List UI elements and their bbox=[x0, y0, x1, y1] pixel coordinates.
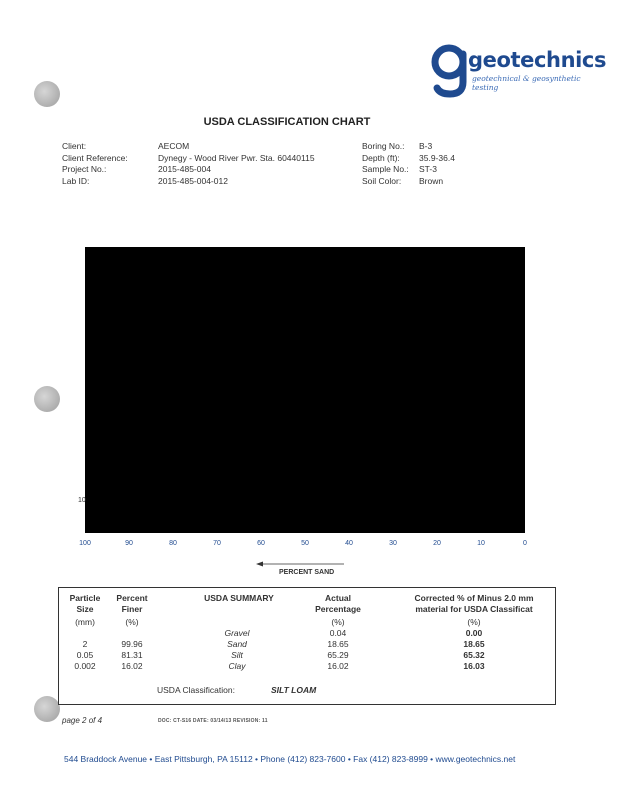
info-label: Sample No.: bbox=[362, 164, 409, 174]
row-gravel-corrected: 0.00 bbox=[465, 628, 483, 638]
row-clay-actual: 16.02 bbox=[327, 661, 349, 671]
logo-tagline: geotechnical & geosynthetic testing bbox=[472, 74, 581, 92]
info-label: Depth (ft): bbox=[362, 152, 400, 163]
page-number: page 2 of 4 bbox=[62, 716, 103, 725]
info-label: Client: bbox=[62, 141, 87, 151]
col-header-corrected: Corrected % of Minus 2.0 mm bbox=[414, 593, 534, 603]
unit-actual: (%) bbox=[331, 617, 345, 627]
x-tick-label: 30 bbox=[389, 540, 397, 547]
x-tick-label: 10 bbox=[477, 540, 485, 547]
row-sand-size: 2 bbox=[82, 639, 88, 649]
chart-axis-label-stub: 10 bbox=[78, 497, 86, 504]
info-label: Project No.: bbox=[62, 164, 107, 174]
row-clay-finer: 16.02 bbox=[121, 661, 143, 671]
row-silt-corrected: 65.32 bbox=[463, 650, 485, 660]
usda-summary-table bbox=[58, 587, 556, 705]
row-sand-corrected: 18.65 bbox=[463, 639, 485, 649]
row-silt-size: 0.05 bbox=[76, 650, 94, 660]
x-axis-label: PERCENT SAND bbox=[279, 569, 335, 576]
info-label: Lab ID: bbox=[62, 175, 90, 186]
project-number-value: 2015-485-004 bbox=[158, 164, 211, 174]
col-header-particle: Particle bbox=[69, 593, 101, 603]
binder-hole-top bbox=[34, 81, 60, 107]
soil-color-value: Brown bbox=[419, 175, 444, 186]
usda-triangle-chart-area bbox=[85, 247, 525, 533]
logo-wordmark: geotechnics bbox=[468, 48, 607, 72]
row-clay-name: Clay bbox=[228, 661, 246, 671]
logo-g-icon bbox=[430, 42, 470, 98]
binder-hole-bottom bbox=[34, 696, 60, 722]
x-tick-label: 0 bbox=[523, 540, 527, 547]
x-tick-label: 80 bbox=[169, 540, 177, 547]
left-arrow-icon bbox=[256, 560, 346, 568]
boring-number-value: B-3 bbox=[419, 141, 433, 151]
info-values-right bbox=[419, 141, 455, 187]
col-header-actual: Actual bbox=[325, 593, 351, 603]
row-silt-finer: 81.31 bbox=[121, 650, 143, 660]
col-header-usda-summary: USDA SUMMARY bbox=[204, 593, 274, 603]
row-sand-name: Sand bbox=[227, 639, 247, 649]
unit-corrected: (%) bbox=[467, 617, 481, 627]
row-gravel-actual: 0.04 bbox=[329, 628, 347, 638]
classification-value: SILT LOAM bbox=[271, 685, 317, 695]
info-values-left bbox=[158, 141, 315, 187]
info-labels-left bbox=[62, 141, 128, 187]
col-header-percent: Percent bbox=[116, 593, 148, 603]
x-tick-label: 60 bbox=[257, 540, 265, 547]
row-sand-actual: 18.65 bbox=[327, 639, 349, 649]
col-header-actual-percentage: Percentage bbox=[315, 604, 361, 614]
sample-number-value: ST-3 bbox=[419, 164, 437, 174]
depth-value: 35.9-36.4 bbox=[419, 152, 455, 163]
x-tick-label: 70 bbox=[213, 540, 221, 547]
info-labels-right bbox=[362, 141, 409, 187]
row-clay-corrected: 16.03 bbox=[463, 661, 485, 671]
x-tick-label: 90 bbox=[125, 540, 133, 547]
col-header-particle-size: Size bbox=[76, 604, 94, 614]
x-tick-label: 20 bbox=[433, 540, 441, 547]
client-reference-value: Dynegy - Wood River Pwr. Sta. 60440115 bbox=[158, 152, 315, 163]
page-title: USDA CLASSIFICATION CHART bbox=[203, 116, 371, 128]
row-sand-finer: 99.96 bbox=[121, 639, 143, 649]
x-tick-label: 50 bbox=[301, 540, 309, 547]
info-label: Boring No.: bbox=[362, 141, 405, 151]
x-tick-label: 40 bbox=[345, 540, 353, 547]
company-address-line: 544 Braddock Avenue • East Pittsburgh, PA 15112 • Phone (412) 823-7600 • Fax (412) 823-8999 • www.geotechnics.net bbox=[64, 754, 516, 764]
lab-id-value: 2015-485-004-012 bbox=[158, 175, 228, 186]
info-label: Client Reference: bbox=[62, 152, 128, 163]
row-silt-name: Silt bbox=[231, 650, 243, 660]
x-tick-label: 100 bbox=[79, 540, 91, 547]
col-header-corrected-material: material for USDA Classificat bbox=[415, 604, 533, 614]
col-header-percent-finer: Finer bbox=[121, 604, 143, 614]
row-clay-size: 0.002 bbox=[74, 661, 96, 671]
unit-percent: (%) bbox=[125, 617, 139, 627]
info-label: Soil Color: bbox=[362, 175, 402, 186]
document-code: DOC: CT-S16 DATE: 03/14/13 REVISION: 11 bbox=[158, 718, 268, 724]
classification-label: USDA Classification: bbox=[157, 685, 235, 695]
binder-hole-middle bbox=[34, 386, 60, 412]
company-logo bbox=[430, 44, 607, 100]
row-silt-actual: 65.29 bbox=[327, 650, 349, 660]
unit-particle: (mm) bbox=[75, 617, 95, 627]
row-gravel-name: Gravel bbox=[224, 628, 250, 638]
client-value: AECOM bbox=[158, 141, 190, 151]
